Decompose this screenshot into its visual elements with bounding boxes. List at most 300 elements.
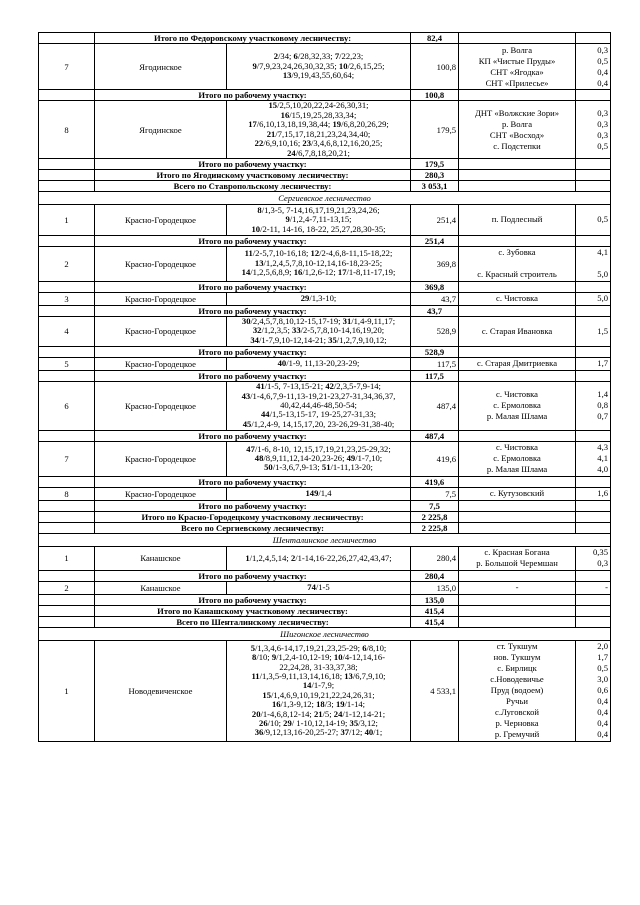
table-row <box>39 370 611 381</box>
forest-name: Красно-Городецкое <box>95 205 227 235</box>
table-row <box>39 570 611 581</box>
water-objects <box>459 581 576 594</box>
total-value: 2 225,8 <box>411 522 459 533</box>
lot-list <box>227 381 411 430</box>
lot-quarter: 51 <box>321 462 331 473</box>
lot-subdivisions: /1,5-13,15-17, 19-25,27-31,33; <box>269 409 377 420</box>
lot-subdivisions: /1,3-10; <box>309 292 337 303</box>
blank-cell <box>459 181 576 192</box>
total-value: 179,5 <box>411 159 459 170</box>
water-distance <box>576 357 611 370</box>
water-distance <box>576 546 611 570</box>
water-objects <box>459 357 576 370</box>
table-row <box>39 581 611 594</box>
lot-subdivisions: /2,4,5,7,8,10,12-15,17-19; <box>250 316 343 327</box>
lot-subdivisions: /2,5,10,20,22,24-26,30,31; <box>277 100 369 111</box>
table-row <box>39 101 611 159</box>
lot-line <box>229 728 408 737</box>
blank-cell <box>576 594 611 605</box>
lot-quarter: 40 <box>277 358 287 369</box>
row-number: 8 <box>39 487 95 500</box>
forest-name: Красно-Городецкое <box>95 381 227 430</box>
lot-subdivisions: 40,42,44,46-48,50-54; <box>280 400 357 411</box>
distance-value: 0,4 <box>597 77 609 88</box>
total-value: 7,5 <box>411 500 459 511</box>
area-value: 179,5 <box>411 101 459 159</box>
lot-subdivisions: /1,4 <box>318 488 332 499</box>
area-value: 369,8 <box>411 246 459 281</box>
water-objects <box>459 101 576 159</box>
blank-cell <box>39 170 95 181</box>
lot-quarter: 17 <box>248 119 257 130</box>
blank-cell <box>576 500 611 511</box>
distance-value: 2,0 <box>597 641 609 652</box>
lot-subdivisions: /9,12,13,16-20,25-27; <box>263 727 341 738</box>
lot-subdivisions: /1-14,16-22,26,27,42,43,47; <box>295 552 392 563</box>
distance-value: 0,4 <box>597 707 609 718</box>
blank-cell <box>39 430 95 441</box>
water-object: р. Волга <box>501 118 533 129</box>
lot-subdivisions: /1-6, 8-10, 12,15,17,19,21,23,25-29,32; <box>254 443 391 454</box>
lot-subdivisions: /9,19,43,55,60,64; <box>291 70 355 81</box>
water-object: КП «Чистые Пруды» <box>478 55 556 66</box>
table-row <box>39 476 611 487</box>
distance-value: 5,0 <box>597 293 609 304</box>
table-row <box>39 159 611 170</box>
distance-value: 1,5 <box>597 325 609 336</box>
forest-name: Ягодинское <box>95 101 227 159</box>
lot-subdivisions: /6,8,20,26,29; <box>341 119 389 130</box>
blank-cell <box>576 170 611 181</box>
area-value: 280,4 <box>411 546 459 570</box>
distance-value: 0,4 <box>597 66 609 77</box>
lot-subdivisions: /1-9, 11,13-20,23-29; <box>286 358 360 369</box>
distance-value: 0,5 <box>597 663 609 674</box>
table-row <box>39 170 611 181</box>
total-label: Итого по Федоровскому участковому лесничеству: <box>95 33 411 44</box>
blank-cell <box>576 605 611 616</box>
blank-cell <box>39 594 95 605</box>
distance-value: 1,7 <box>597 358 609 369</box>
lot-subdivisions: /1-8,11-17,19; <box>346 267 396 278</box>
blank-cell <box>459 605 576 616</box>
blank-cell <box>459 305 576 316</box>
lot-quarter: 11 <box>251 670 260 681</box>
water-distance <box>576 640 611 741</box>
blank-cell <box>576 570 611 581</box>
lot-subdivisions: /1-7,10; <box>355 453 383 464</box>
blank-cell <box>459 235 576 246</box>
area-value: 43,7 <box>411 292 459 305</box>
water-distance <box>576 381 611 430</box>
lot-quarter: 45 <box>242 418 252 429</box>
lot-list <box>227 487 411 500</box>
blank-cell <box>459 170 576 181</box>
distance-value: 1,4 <box>597 389 609 400</box>
lot-quarter: 41 <box>256 381 265 392</box>
lot-line <box>229 554 408 563</box>
lot-subdivisions: /1,3,4,6-14,17,19,21,23,25-29; <box>255 642 363 653</box>
lot-quarter: 74 <box>307 582 316 593</box>
lot-quarter: 9 <box>271 652 277 663</box>
distance-value: 3,0 <box>597 674 609 685</box>
water-objects <box>459 441 576 476</box>
water-object: р. Большой Черемшан <box>476 558 558 569</box>
table-row <box>39 235 611 246</box>
lot-quarter: 6 <box>293 51 298 62</box>
total-label: Итого по рабочему участку: <box>95 346 411 357</box>
lot-subdivisions: /1,2,7,9,10,12; <box>336 334 387 345</box>
water-object: - <box>515 582 519 593</box>
blank-cell <box>39 235 95 246</box>
lot-quarter: 11 <box>244 248 253 259</box>
water-object: Пруд (водоем) <box>490 685 544 696</box>
table-row <box>39 44 611 90</box>
table-row <box>39 346 611 357</box>
blank-cell <box>39 616 95 627</box>
total-label: Итого по рабочему участку: <box>95 159 411 170</box>
total-value: 419,6 <box>411 476 459 487</box>
lot-subdivisions: /8,10; <box>366 642 387 653</box>
lot-subdivisions: /34; <box>278 51 294 62</box>
forest-name: Красно-Городецкое <box>95 487 227 500</box>
blank-cell <box>576 33 611 44</box>
total-label: Итого по рабочему участку: <box>95 500 411 511</box>
lot-line <box>229 294 408 303</box>
distance-value: 5,0 <box>597 269 609 280</box>
blank-cell <box>459 346 576 357</box>
total-label: Итого по рабочему участку: <box>95 305 411 316</box>
water-objects <box>459 381 576 430</box>
lot-quarter: 149 <box>305 488 319 499</box>
total-label: Всего по Ставропольскому лесничеству: <box>95 181 411 192</box>
lot-quarter: 33 <box>292 325 301 336</box>
lot-subdivisions: /3,4,6,8,12,16,20,25; <box>310 138 383 149</box>
water-object: ДНТ «Волжские Зори» <box>474 107 560 118</box>
blank-cell <box>459 500 576 511</box>
lot-subdivisions: /1,2,4-10,12-19; <box>276 652 334 663</box>
total-label: Итого по рабочему участку: <box>95 594 411 605</box>
lot-quarter: 19 <box>335 699 345 710</box>
area-value: 100,8 <box>411 44 459 90</box>
total-value: 3 053,1 <box>411 181 459 192</box>
lot-quarter: 30 <box>241 316 251 327</box>
lot-quarter: 13 <box>254 257 264 268</box>
blank-cell <box>459 370 576 381</box>
table-row <box>39 533 611 546</box>
blank-cell <box>39 511 95 522</box>
table-row <box>39 605 611 616</box>
row-number: 7 <box>39 441 95 476</box>
table-row <box>39 205 611 235</box>
water-object: р. Малая Шлама <box>486 464 548 475</box>
lot-list <box>227 205 411 235</box>
distance-value: 0,8 <box>597 400 609 411</box>
blank-cell <box>39 500 95 511</box>
forest-name: Красно-Городецкое <box>95 292 227 305</box>
lot-quarter: 35 <box>328 334 337 345</box>
lot-quarter: 24 <box>287 147 296 158</box>
water-object: с. Чистовка <box>496 389 538 400</box>
water-objects <box>459 546 576 570</box>
distance-value: 0,35 <box>592 547 609 558</box>
distance-value: - <box>605 582 609 593</box>
water-distance <box>576 205 611 235</box>
water-object: нов. Тукшум <box>493 652 541 663</box>
row-number: 8 <box>39 101 95 159</box>
total-label: Итого по Канашскому участковому лесничеству: <box>95 605 411 616</box>
water-object: р. Гремучий <box>494 729 540 740</box>
lot-line <box>229 463 408 472</box>
water-distance <box>576 316 611 346</box>
total-label: Итого по рабочему участку: <box>95 235 411 246</box>
blank-cell <box>39 605 95 616</box>
lot-line <box>229 268 408 277</box>
lot-quarter: 10 <box>338 60 348 71</box>
blank-cell <box>39 281 95 292</box>
blank-cell <box>576 616 611 627</box>
lot-subdivisions: /1,2,4,5,14; <box>249 552 291 563</box>
lot-list <box>227 357 411 370</box>
water-distance <box>576 246 611 281</box>
table-row <box>39 281 611 292</box>
lot-list <box>227 581 411 594</box>
lot-subdivisions: /1,2,4,5,7,8,10-12,14,16-18,23-25; <box>263 257 383 268</box>
lot-subdivisions: /1-11,13-20; <box>330 462 373 473</box>
lot-quarter: 47 <box>246 443 255 454</box>
lot-subdivisions: /1-4,6,7,9-11,13-19,21-23,27-31,34,36,37, <box>250 390 396 401</box>
water-distance <box>576 101 611 159</box>
total-value: 487,4 <box>411 430 459 441</box>
distance-value: 0,5 <box>597 55 609 66</box>
lot-quarter: 29 <box>283 717 292 728</box>
table-row <box>39 430 611 441</box>
lot-subdivisions: /1,2,6-12; <box>302 267 338 278</box>
lot-quarter: 34 <box>250 334 259 345</box>
lot-quarter: 32 <box>252 325 262 336</box>
distance-value: 0,3 <box>597 558 609 569</box>
blank-cell <box>39 159 95 170</box>
lot-list <box>227 246 411 281</box>
lot-subdivisions: /1-12,14-21; <box>342 708 386 719</box>
table-row <box>39 511 611 522</box>
water-object: с.Луговской <box>495 707 539 718</box>
distance-value: 0,4 <box>597 696 609 707</box>
water-object: с. Зубовка <box>498 247 536 258</box>
total-value: 251,4 <box>411 235 459 246</box>
water-object: п. Подлесный <box>491 214 543 225</box>
forestry-table <box>38 32 611 742</box>
table-row <box>39 246 611 281</box>
lot-quarter: 15 <box>262 689 271 700</box>
forest-name: Ягодинское <box>95 44 227 90</box>
distance-value: 1,6 <box>597 488 609 499</box>
lot-quarter: 12 <box>310 248 320 259</box>
area-value: 419,6 <box>411 441 459 476</box>
water-object: р. Малая Шлама <box>486 411 548 422</box>
lot-quarter: 1 <box>245 552 250 563</box>
row-number: 2 <box>39 581 95 594</box>
section-title: Шигонское лесничество <box>39 627 611 640</box>
water-object: р. Черновка <box>495 718 539 729</box>
blank-cell <box>576 370 611 381</box>
lot-quarter: 37 <box>340 727 350 738</box>
blank-cell <box>576 511 611 522</box>
lot-subdivisions: /1,4-9,11,17; <box>351 316 396 327</box>
table-row <box>39 522 611 533</box>
lot-quarter: 22 <box>254 138 264 149</box>
total-value: 100,8 <box>411 90 459 101</box>
lot-subdivisions: /6,7,8,18,20,21; <box>295 147 350 158</box>
table-row <box>39 90 611 101</box>
lot-subdivisions: /2-11, 14-16, 18-22, 25,27,28,30-35; <box>260 223 386 234</box>
lot-subdivisions: /28,32,33; <box>297 51 335 62</box>
forest-name: Канашское <box>95 581 227 594</box>
water-object: с. Чистовка <box>496 293 538 304</box>
lot-quarter: 16 <box>280 109 290 120</box>
distance-value: 4,1 <box>597 453 609 464</box>
lot-subdivisions: /15,19,25,28,33,34; <box>289 109 357 120</box>
lot-line <box>229 420 408 429</box>
distance-value: 1,7 <box>597 652 609 663</box>
row-number: 3 <box>39 292 95 305</box>
lot-subdivisions: /3,12; <box>358 717 378 728</box>
table-row <box>39 305 611 316</box>
water-object: с. Старая Дмитриевка <box>477 358 558 369</box>
distance-value: 0,5 <box>597 214 609 225</box>
lot-subdivisions: /1,2,5,6,8,9; <box>250 267 294 278</box>
lot-quarter: 15 <box>268 100 278 111</box>
water-object: с. Старая Ивановка <box>481 325 553 336</box>
lot-subdivisions: /1-5, 7-13,15-21; <box>264 381 326 392</box>
water-object: ст. Тукшум <box>496 641 538 652</box>
total-label: Итого по рабочему участку: <box>95 476 411 487</box>
lot-quarter: 8 <box>252 652 257 663</box>
total-label: Всего по Шенталинскому лесничеству: <box>95 616 411 627</box>
total-value: 43,7 <box>411 305 459 316</box>
blank-cell <box>39 476 95 487</box>
forest-name: Новодевиченское <box>95 640 227 741</box>
lot-subdivisions: /1,4,6,9,10,19,21,22,24,26,31; <box>271 689 375 700</box>
blank-cell <box>576 181 611 192</box>
distance-value: 0,6 <box>597 685 609 696</box>
lot-subdivisions: /1; <box>373 727 383 738</box>
lot-quarter: 26 <box>259 717 268 728</box>
lot-quarter: 42 <box>325 381 334 392</box>
water-object: СНТ «Восход» <box>489 129 545 140</box>
lot-list <box>227 546 411 570</box>
blank-cell <box>459 281 576 292</box>
table-row <box>39 357 611 370</box>
total-value: 280,4 <box>411 570 459 581</box>
lot-line <box>229 149 408 158</box>
blank-cell <box>576 305 611 316</box>
water-object: р. Волга <box>501 44 533 55</box>
distance-value: 0,5 <box>597 140 609 151</box>
lot-quarter: 9 <box>252 60 257 71</box>
lot-quarter: 35 <box>349 717 359 728</box>
blank-cell <box>459 430 576 441</box>
section-title: Шенталинское лесничество <box>39 533 611 546</box>
lot-subdivisions: /10; <box>267 717 284 728</box>
water-object: с. Красная Богана <box>484 547 550 558</box>
lot-quarter: 13 <box>282 70 292 81</box>
table-row <box>39 292 611 305</box>
area-value: 251,4 <box>411 205 459 235</box>
row-number: 6 <box>39 381 95 430</box>
water-distance <box>576 581 611 594</box>
distance-value: 0,7 <box>597 411 609 422</box>
row-number: 7 <box>39 44 95 90</box>
table-row <box>39 441 611 476</box>
lot-quarter: 20 <box>251 708 261 719</box>
water-object: с. Кутузовский <box>489 488 545 499</box>
area-value: 135,0 <box>411 581 459 594</box>
table-row <box>39 33 611 44</box>
lot-quarter: 17 <box>337 267 347 278</box>
area-value: 117,5 <box>411 357 459 370</box>
lot-subdivisions: /6,9,10,16; <box>263 138 303 149</box>
forest-name: Красно-Городецкое <box>95 316 227 346</box>
total-value: 280,3 <box>411 170 459 181</box>
total-value: 135,0 <box>411 594 459 605</box>
lot-quarter: 14 <box>241 267 251 278</box>
lot-subdivisions: /1-14; <box>344 699 366 710</box>
water-object: с. Подстепки <box>493 140 541 151</box>
lot-list <box>227 316 411 346</box>
lot-line <box>229 225 408 234</box>
table-row <box>39 616 611 627</box>
water-object: с. Чистовка <box>496 442 538 453</box>
table-row <box>39 640 611 741</box>
lot-subdivisions: /1-4,6,8,12-14; <box>260 708 314 719</box>
lot-quarter: 31 <box>342 316 352 327</box>
lot-subdivisions: /1,3-5, 7-14,16,17,19,21,23,24,26; <box>261 204 380 215</box>
lot-subdivisions: /7,15,17,18,21,23,24,34,40; <box>275 128 371 139</box>
table-row <box>39 192 611 205</box>
blank-cell <box>39 33 95 44</box>
row-number: 2 <box>39 246 95 281</box>
lot-quarter: 18 <box>316 699 325 710</box>
total-value: 117,5 <box>411 370 459 381</box>
lot-quarter: 23 <box>302 138 311 149</box>
lot-subdivisions: /1,2,4-7,11-13,15; <box>289 214 352 225</box>
water-object: СНТ «Прилесье» <box>485 77 549 88</box>
lot-subdivisions: /2,6,15,25; <box>347 60 385 71</box>
lot-line <box>229 336 408 345</box>
water-distance <box>576 487 611 500</box>
blank-cell <box>459 522 576 533</box>
lot-quarter: 8 <box>257 204 262 215</box>
water-object <box>461 258 573 269</box>
table-row <box>39 594 611 605</box>
lot-subdivisions: /2-5,7,8,10-14,16,19,20; <box>300 325 385 336</box>
row-number: 5 <box>39 357 95 370</box>
area-value: 4 533,1 <box>411 640 459 741</box>
lot-quarter: 40 <box>364 727 374 738</box>
lot-list <box>227 44 411 90</box>
lot-quarter: 19 <box>332 119 342 130</box>
water-objects <box>459 487 576 500</box>
lot-line <box>229 583 408 592</box>
blank-cell <box>39 181 95 192</box>
water-object: с. Ермоловка <box>493 400 541 411</box>
lot-quarter: 21 <box>266 128 276 139</box>
lot-quarter: 21 <box>313 708 323 719</box>
lot-quarter: 2 <box>290 552 296 563</box>
blank-cell <box>576 430 611 441</box>
lot-quarter: 7 <box>334 51 340 62</box>
